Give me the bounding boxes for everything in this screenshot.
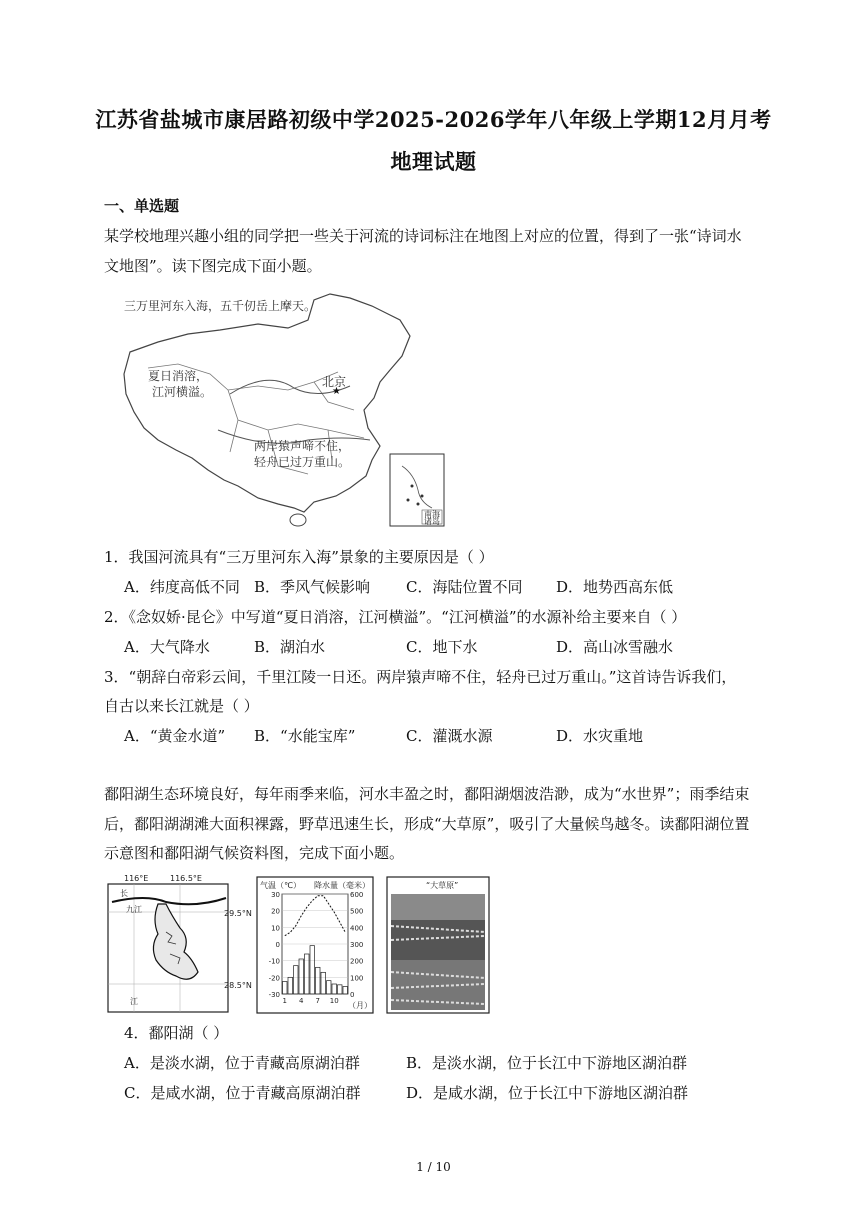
map-poem-yangtze-1: 两岸猿声啼不住， — [254, 439, 351, 453]
y2-tick-label: 200 — [350, 957, 364, 966]
inset-label-2: 诸岛 — [424, 517, 440, 526]
lat-label-1: 29.5°N — [224, 909, 252, 918]
capital-star-icon: ★ — [332, 386, 341, 397]
q3-option-a[interactable]: A．“黄金水道” — [124, 727, 226, 745]
y-tick-label: 20 — [271, 907, 280, 916]
q4-option-b[interactable]: B．是淡水湖，位于长江中下游地区湖泊群 — [406, 1054, 688, 1072]
intro1-line2: 文地图”。读下图完成下面小题。 — [104, 257, 322, 275]
south-china-sea-inset — [390, 454, 444, 526]
q2-option-b[interactable]: B．湖泊水 — [254, 638, 326, 656]
map-poem-west-2: 江河横溢。 — [152, 385, 213, 399]
page-title-line1: 江苏省盐城市康居路初级中学2025-2026学年八年级上学期12月月考 — [95, 107, 772, 132]
q3-stem-line1: 3．“朝辞白帝彩云间，千里江陵一日还。两岸猿声啼不住，轻舟已过万重山。”这首诗告诉我们， — [104, 668, 737, 686]
x-tick-label: 7 — [315, 997, 320, 1005]
intro2-line3: 示意图和鄱阳湖气候资料图，完成下面小题。 — [104, 844, 405, 862]
q1-stem: 1．我国河流具有“三万里河东入海”景象的主要原因是（ ） — [104, 548, 494, 566]
q1-option-c[interactable]: C．海陆位置不同 — [406, 578, 523, 596]
q3-option-b[interactable]: B．“水能宝库” — [254, 727, 356, 745]
q4-option-c[interactable]: C．是咸水湖，位于青藏高原湖泊群 — [124, 1084, 361, 1102]
section-heading: 一、单选题 — [104, 197, 180, 215]
river-label: 长 — [120, 889, 128, 898]
grassland-label: “大草原” — [426, 881, 459, 890]
y-tick-label: 10 — [271, 924, 280, 933]
page-number: 1 / 10 — [416, 1160, 451, 1174]
china-outline — [124, 294, 410, 512]
month-axis-label: （月） — [348, 1001, 372, 1010]
beijing-label: 北京 — [322, 375, 347, 389]
map-poem-west-1: 夏日消溶， — [148, 369, 209, 383]
hainan-island — [290, 514, 306, 526]
q3-option-d[interactable]: D．水灾重地 — [556, 727, 644, 745]
intro2-line2: 后，鄱阳湖湖滩大面积裸露，野草迅速生长，形成“大草原”，吸引了大量候鸟越冬。读鄱阳湖位置 — [104, 815, 750, 833]
y-tick-label: -30 — [268, 991, 280, 999]
y-tick-label: 30 — [271, 891, 280, 899]
lake-char-label: 江 — [130, 997, 138, 1006]
q4-option-a[interactable]: A．是淡水湖，位于青藏高原湖泊群 — [124, 1054, 360, 1072]
poyang-location-map — [106, 872, 252, 1014]
y2-tick-label: 100 — [350, 974, 364, 983]
precip-axis-label: 降水量（毫米） — [314, 881, 370, 890]
y2-tick-label: 300 — [350, 941, 364, 949]
inset-label-1: 南海 — [424, 510, 440, 519]
lon-label-2: 116.5°E — [170, 874, 202, 883]
lon-label-1: 116°E — [124, 874, 149, 883]
q1-option-b[interactable]: B．季风气候影响 — [254, 578, 371, 596]
page-title-line2: 地理试题 — [390, 149, 477, 174]
q3-stem-line2: 自古以来长江就是（ ） — [104, 697, 259, 715]
y2-tick-label: 500 — [350, 907, 364, 916]
temp-axis-label: 气温（℃） — [260, 881, 301, 890]
china-poetry-map — [118, 290, 448, 530]
q2-stem: 2．《念奴娇·昆仑》中写道“夏日消溶，江河横溢”。“江河横溢”的水源补给主要来自（ ） — [104, 608, 687, 626]
poyang-climate-chart — [256, 876, 374, 1014]
q1-option-d[interactable]: D．地势西高东低 — [556, 578, 674, 596]
map-poem-top: 三万里河东入海，五千仞岳上摩天。 — [124, 299, 317, 313]
city-label: 九江 — [126, 905, 142, 914]
q1-option-a[interactable]: A．纬度高低不同 — [124, 578, 240, 596]
y-tick-label: -20 — [268, 974, 280, 983]
q4-option-d[interactable]: D．是咸水湖，位于长江中下游地区湖泊群 — [406, 1084, 689, 1102]
x-tick-label: 4 — [299, 997, 304, 1005]
y2-tick-label: 0 — [350, 991, 355, 999]
q2-option-c[interactable]: C．地下水 — [406, 638, 478, 656]
y2-tick-label: 400 — [350, 924, 364, 933]
q4-stem: 4．鄱阳湖（ ） — [124, 1024, 229, 1042]
q2-option-a[interactable]: A．大气降水 — [124, 638, 210, 656]
x-tick-label: 1 — [282, 997, 287, 1005]
x-tick-label: 10 — [329, 997, 339, 1005]
lat-label-2: 28.5°N — [224, 981, 252, 990]
map-poem-yangtze-2: 轻舟已过万重山。 — [254, 455, 351, 469]
intro1-line1: 某学校地理兴趣小组的同学把一些关于河流的诗词标注在地图上对应的位置，得到了一张“诗词水 — [104, 227, 742, 245]
y2-tick-label: 600 — [350, 891, 364, 899]
grassland-photo — [386, 876, 490, 1014]
intro2-line1: 鄱阳湖生态环境良好，每年雨季来临，河水丰盈之时，鄱阳湖烟波浩渺，成为“水世界”；雨季结束 — [104, 785, 750, 803]
q3-option-c[interactable]: C．灌溉水源 — [406, 727, 493, 745]
y-tick-label: 0 — [275, 941, 280, 949]
q2-option-d[interactable]: D．高山冰雪融水 — [556, 638, 674, 656]
y-tick-label: -10 — [268, 957, 280, 966]
